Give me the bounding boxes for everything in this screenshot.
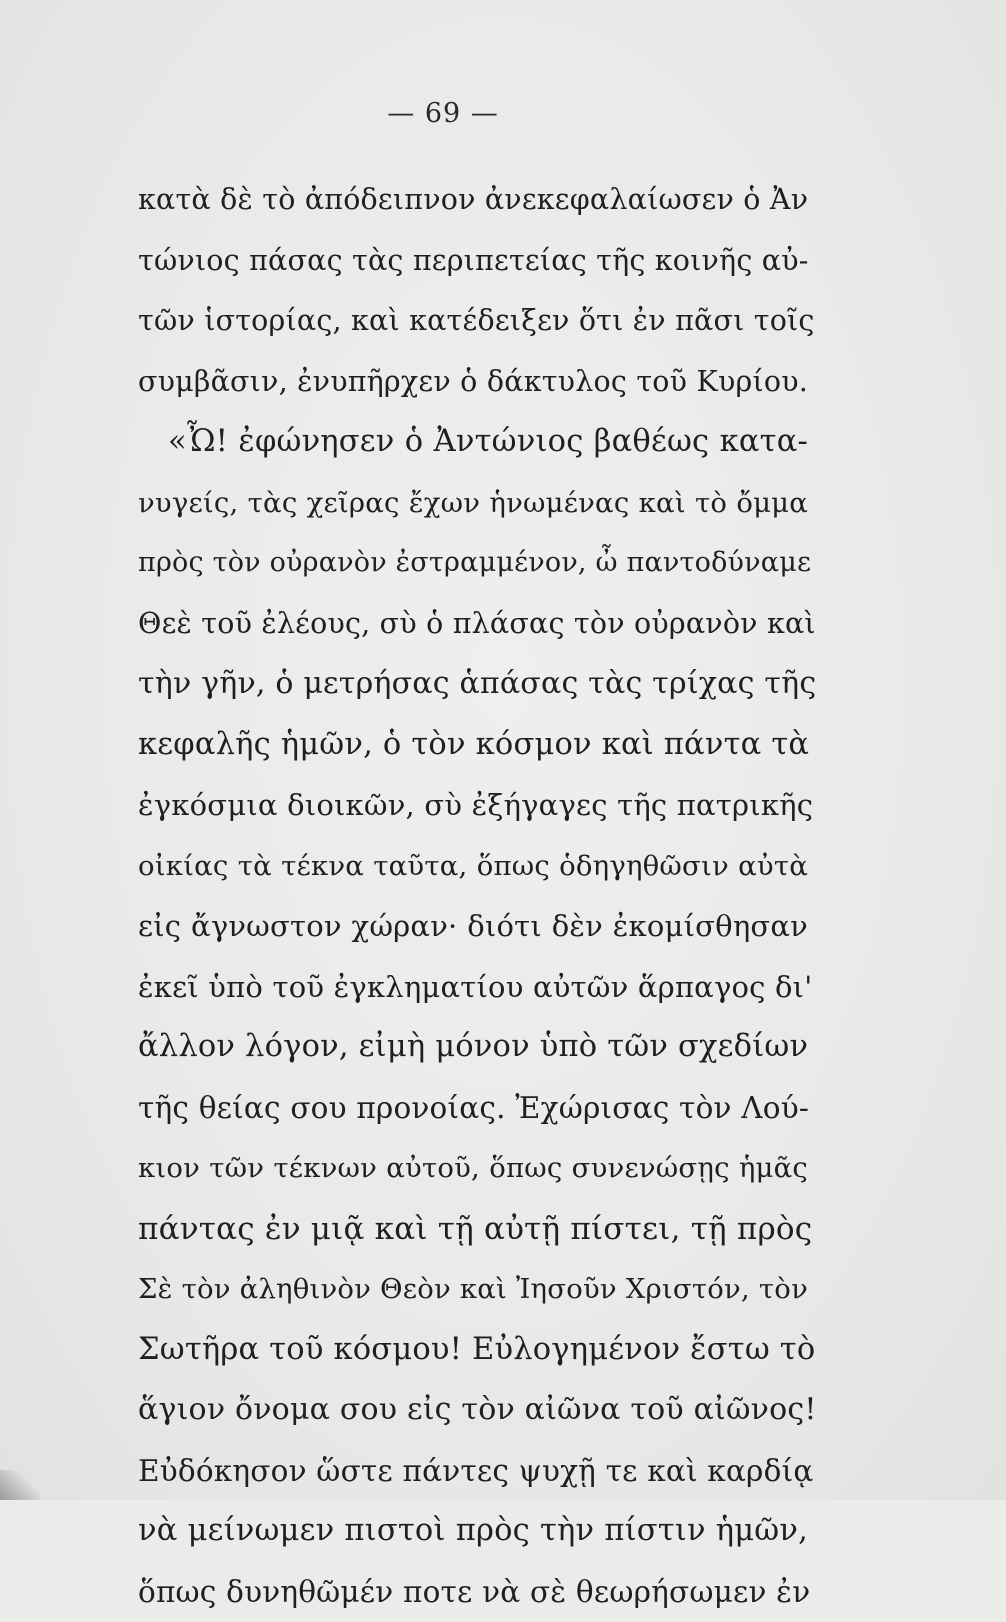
text-line: τὴν γῆν, ὁ μετρήσας ἁπάσας τὰς τρίχας τῆς bbox=[138, 654, 808, 715]
text-line: πάντας ἐν μιᾷ καὶ τῇ αὐτῇ πίστει, τῇ πρὸς bbox=[138, 1199, 808, 1260]
text-line: νὰ μείνωμεν πιστοὶ πρὸς τὴν πίστιν ἡμῶν, bbox=[138, 1501, 808, 1562]
text-line: Θεὲ τοῦ ἐλέους, σὺ ὁ πλάσας τὸν οὐρανὸν καὶ bbox=[138, 594, 808, 655]
page-corner-shadow bbox=[0, 1470, 40, 1500]
text-line: κεφαλῆς ἡμῶν, ὁ τὸν κόσμον καὶ πάντα τὰ bbox=[138, 715, 808, 776]
text-line: Σωτῆρα τοῦ κόσμου! Εὐλογημένον ἔστω τὸ bbox=[138, 1320, 808, 1381]
text-line: νυγείς, τὰς χεῖρας ἔχων ἡνωμένας καὶ τὸ ὄμμα bbox=[138, 473, 808, 534]
page-number: — 69 — bbox=[0, 98, 946, 129]
text-line: ὅπως δυνηθῶμέν ποτε νὰ σὲ θεωρήσωμεν ἐν bbox=[138, 1562, 808, 1622]
text-line: οἰκίας τὰ τέκνα ταῦτα, ὅπως ὁδηγηθῶσιν αὐτὰ bbox=[138, 836, 808, 897]
text-line: ἐκεῖ ὑπὸ τοῦ ἐγκληματίου αὐτῶν ἅρπαγος δι' bbox=[138, 957, 808, 1018]
text-line: ἅγιον ὄνομα σου εἰς τὸν αἰῶνα τοῦ αἰῶνος! bbox=[138, 1380, 808, 1441]
text-line: Σὲ τὸν ἀληθινὸν Θεὸν καὶ Ἰησοῦν Χριστόν, τὸν bbox=[138, 1259, 808, 1320]
text-line: εἰς ἄγνωστον χώραν· διότι δὲν ἐκομίσθησαν bbox=[138, 896, 808, 957]
text-line: τῶν ἱστορίας, καὶ κατέδειξεν ὅτι ἐν πᾶσι τοῖς bbox=[138, 291, 808, 352]
page-text-body bbox=[138, 170, 808, 1622]
text-line: κιον τῶν τέκνων αὐτοῦ, ὅπως συνενώσῃς ἡμᾶς bbox=[138, 1138, 808, 1199]
text-line: τῆς θείας σου προνοίας. Ἐχώρισας τὸν Λού- bbox=[138, 1078, 808, 1139]
text-line: ἐγκόσμια διοικῶν, σὺ ἐξήγαγες τῆς πατρικῆς bbox=[138, 775, 808, 836]
text-line: Εὐδόκησον ὥστε πάντες ψυχῇ τε καὶ καρδίᾳ bbox=[138, 1441, 808, 1502]
text-line: πρὸς τὸν οὐρανὸν ἐστραμμένον, ὦ παντοδύναμε bbox=[138, 533, 808, 594]
text-line: κατὰ δὲ τὸ ἀπόδειπνον ἀνεκεφαλαίωσεν ὁ Ἀν bbox=[138, 170, 808, 231]
text-line: «Ὦ! ἐφώνησεν ὁ Ἀντώνιος βαθέως κατα- bbox=[138, 412, 808, 473]
text-line: συμβᾶσιν, ἐνυπῆρχεν ὁ δάκτυλος τοῦ Κυρίου. bbox=[138, 352, 808, 413]
text-line: τώνιος πάσας τὰς περιπετείας τῆς κοινῆς αὐ- bbox=[138, 231, 808, 292]
text-line: ἄλλον λόγον, εἰμὴ μόνον ὑπὸ τῶν σχεδίων bbox=[138, 1017, 808, 1078]
